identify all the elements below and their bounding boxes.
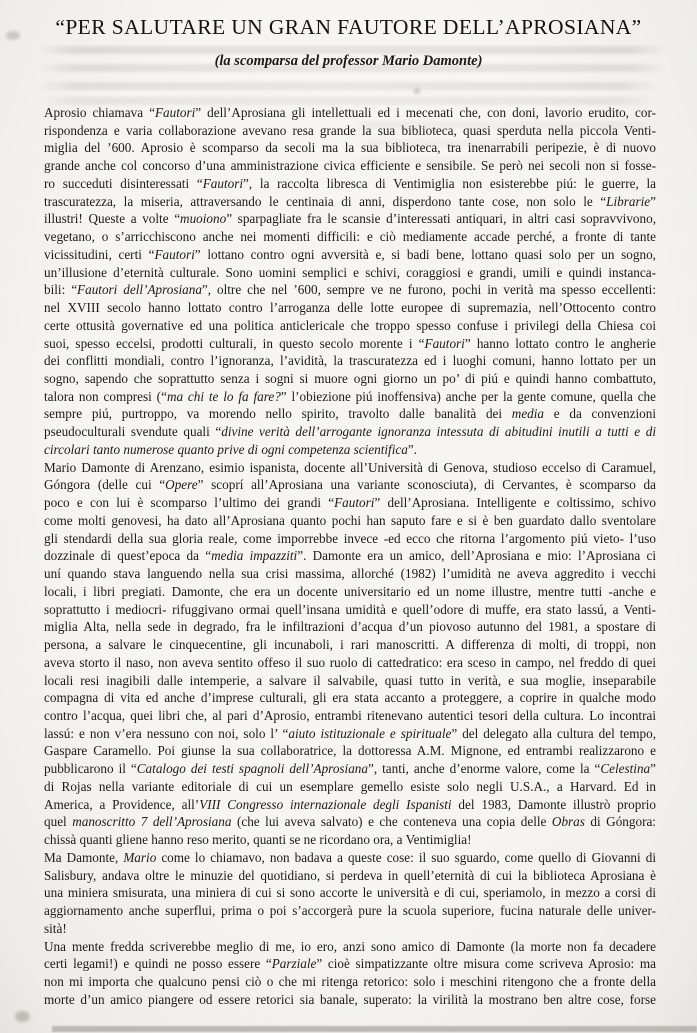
body-line: grande anche col concorso d’una amministrazione civica efficiente e sensibile. Se però nei secoli non si fosse- <box>44 158 656 174</box>
body-line: Una mente fredda scriverebbe meglio di me, io ero, anzi sono amico di Damonte (la morte non fa decadere <box>44 938 656 954</box>
scan-smudge <box>6 31 20 40</box>
body-line: quel manoscritto 7 dell’Aprosiana (che lui aveva salvato) e che conteneva una copia delle Obras di Góngora: <box>44 814 656 830</box>
body-line: nel XVIII secolo hanno lottato contro l’arroganza delle lotte europee di supremazia, nell’Ottocento contro <box>44 300 656 316</box>
body-line: trascuratezza, la miseria, attraversando le centinaia di anni, disperdono tante cose, non solo le “Librarie” <box>44 193 656 209</box>
body-line: America, a Providence, all’VIII Congresso internazionale degli Ispanisti del 1983, Damonte illustrò proprio <box>44 796 656 812</box>
body-line: dozzinale di quest’epoca da “media impazziti”. Damonte era un amico, dell’Aprosiana e mio: l’Aprosiana ci <box>44 548 657 564</box>
body-line: gli stendardi della sua gloria reale, come imporrebbe invece -ed ecco che ritorna l’argomento piú vieto- l’uso <box>44 530 656 546</box>
body-line: persona, a salvare le cinquecentine, gli incunaboli, i rari manoscritti. A differenza di molti, di troppi, non <box>44 637 656 653</box>
article-title: “PER SALUTARE UN GRAN FAUTORE DELL’APROSIANA” <box>55 15 642 39</box>
body-line: poco e con lui è scomparso l’ultimo dei grandi “Fautori” dell’Aprosiana. Intelligente e coltissimo, schivo <box>44 495 656 511</box>
body-line: certi legami!) e quindi ne posso essere “Parziale” cioè simpatizzante oltre misura come scriveva Aprosio: ma <box>44 956 656 972</box>
body-line: una miniera smisurata, una miniera di cui si sono accorte le università e di cui, speriamolo, in mezzo a corsi di <box>44 885 656 901</box>
body-line: circolari tanto numerose quanto prive di ogni competenza scientifica”. <box>44 441 417 457</box>
body-line: vicissitudini, certi “Fautori” lottano contro ogni avversità e, si badi bene, lottano quasi solo per un sogno, <box>44 246 656 262</box>
body-line: come molti genovesi, ha dato all’Aprosiana quanto pochi han saputo fare e si è ben guardato dallo sventolare <box>44 512 656 528</box>
body-line: sogno, sapendo che soprattutto senza i sogni si muore ogni giorno un po’ di piú e quindi hanno combattuto, <box>44 371 656 387</box>
body-line: locali, i libri pregiati. Damonte, che era un docente universitario ed un nome illustre, mentre tutti -anche e <box>44 583 656 599</box>
body-line: pubblicarono il “Catalogo dei testi spagnoli dell’Aprosiana”, tanti, anche d’enorme valore, come la “Celestina” <box>44 761 656 777</box>
body-line: compagna di vita ed anche d’imprese culturali, gli era stata accanto a proteggere, a coprire in qualche modo <box>44 690 656 706</box>
body-line: uní quando stava languendo nella sua crisi massima, allorché (1982) l’umidità ne aveva aggredito i vecchi <box>44 566 656 582</box>
body-line: rispondenza e varia collaborazione avevano resa grande la sua biblioteca, quasi sperduta nella piccola Venti- <box>44 122 656 138</box>
body-line: di Rojas nella variante editoriale di cui un esemplare gemello esiste solo negli U.S.A., a Harvard. Ed in <box>44 778 656 794</box>
body-line: locali resi inagibili dalle intemperie, a salvare il salvabile, quasi tutto in verità, e sua moglie, inseparabile <box>44 672 656 688</box>
body-line: illustri! Queste a volte “muoiono” sparpagliate fra le scansie d’interessati antiquari, in altri casi sopravvivono, <box>44 211 656 227</box>
scanner-edge-shadow <box>52 1026 697 1032</box>
body-line: chissà quanti gliene hanno reso merito, quanti se ne ricordano ora, a Ventimiglia! <box>44 832 472 848</box>
body-line: Mario Damonte di Arenzano, esimio ispanista, docente all’Università di Genova, studioso eccelso di Caramuel, <box>44 459 656 475</box>
body-line: miglia Alta, nella sede in degrado, fra le infiltrazioni d’acqua d’un piovoso autunno del 1981, a spostare di <box>44 619 656 635</box>
body-line: pseudoculturali svendute quali “divine verità dell’arrogante ignoranza intessuta di abitudini inutili a tutti e di <box>44 424 656 440</box>
article-subtitle: (la scomparsa del professor Mario Damonte) <box>214 53 483 69</box>
body-line: aveva storto il naso, non aveva sentito offeso il suo ruolo di cattedratico: era sceso in campo, nel freddo di quei <box>44 654 656 670</box>
body-line: lassú: e non v’era nessuno con noi, solo l’ “aiuto istituzionale e spirituale” del delegato alla cultura del tempo, <box>44 725 656 741</box>
body-line: bili: “Fautori dell’Aprosiana”, oltre che nel ’600, sempre ve ne furono, pochi in verità ma spesso eccellenti: <box>44 282 656 298</box>
body-line: contro l’acqua, quei libri che, al pari d’Aprosio, entrambi ritenevano autentici tesori della cultura. Lo incontrai <box>44 707 656 723</box>
body-line: ro succeduti disinteressati “Fautori”, la raccolta libresca di Ventimiglia non esisterebbe piú: le guerre, la <box>44 175 656 191</box>
scan-smudge <box>414 88 420 94</box>
body-line: Góngora (delle cui “Opere” scoprí all’Aprosiana una variante sconosciuta), di Cervantes, è scomparso da <box>44 477 656 493</box>
body-line: miglia del ’600. Aprosio è scomparso da secoli ma la sua biblioteca, tra inenarrabili peripezie, è di nuovo <box>44 140 656 156</box>
body-line: aggiornamento anche superflui, prima o poi s’accorgerà pure la scuola superiore, fucina naturale delle univer- <box>44 903 656 919</box>
body-line: un’illusione d’eternità culturale. Sono uomini semplici e schivi, coraggiosi e grandi, umili e quindi instanca- <box>44 264 656 280</box>
body-line: non mi importa che qualcuno pensi ciò o che mi ritenga retorico: solo i meschini ritengono che a fronte della <box>44 973 656 989</box>
body-line: sità! <box>44 920 67 936</box>
body-line: Aprosio chiamava “Fautori” dell’Aprosiana gli intellettuali ed i mecenati che, con doni, lavorio erudito, cor- <box>44 105 656 120</box>
body-line: soprattutto i mediocri- rifuggivano ormai quell’insana umidità e quell’odore di muffe, era stato lassú, a Venti- <box>44 601 656 617</box>
body-line: Gaspare Caramello. Poi giunse la sua collaboratrice, la dottoressa A.M. Mignone, ed entrambi realizzarono e <box>44 743 656 759</box>
body-line: Salisbury, andava oltre le minuzie del quotidiano, si perdeva in quell’eternità di cui la biblioteca Aprosiana è <box>44 867 656 883</box>
body-text <box>44 104 656 1008</box>
body-line: vegetano, o s’arricchiscono anche nei momenti difficili: e ciò mediamente accade perché, a fronte di tante <box>44 229 656 245</box>
body-line: certe ottusità governative ed una politica anticlericale che troppo spesso confuse i privilegi della Chiesa coi <box>44 317 656 333</box>
scan-smudge <box>15 1011 30 1022</box>
body-line: talora non compresi (“ma chi te lo fa fare?” l’obiezione piú inoffensiva) anche per la gente comune, quella che <box>44 388 657 404</box>
body-line: Ma Damonte, Mario come lo chiamavo, non badava a queste cose: il suo sguardo, come quello di Giovanni di <box>44 849 656 865</box>
bleedthrough-line <box>38 82 658 90</box>
body-line: sempre piú, purtroppo, va morendo nello spirito, travolto dalle banalità dei media e da convenzioni <box>44 406 656 422</box>
body-line: suoi, spesso eccelsi, prodotti culturali, in questo secolo morente i “Fautori” hanno lottato contro le angherie <box>44 335 656 351</box>
body-line: dei conflitti mondiali, contro l’ignoranza, l’avidità, la trascuratezza ed i luoghi comuni, hanno lottato per un <box>44 353 656 369</box>
body-line: morte d’un amico piangere od essere retorici sia banale, superato: la virilità la mostrano ben altre cose, forse <box>44 991 656 1007</box>
